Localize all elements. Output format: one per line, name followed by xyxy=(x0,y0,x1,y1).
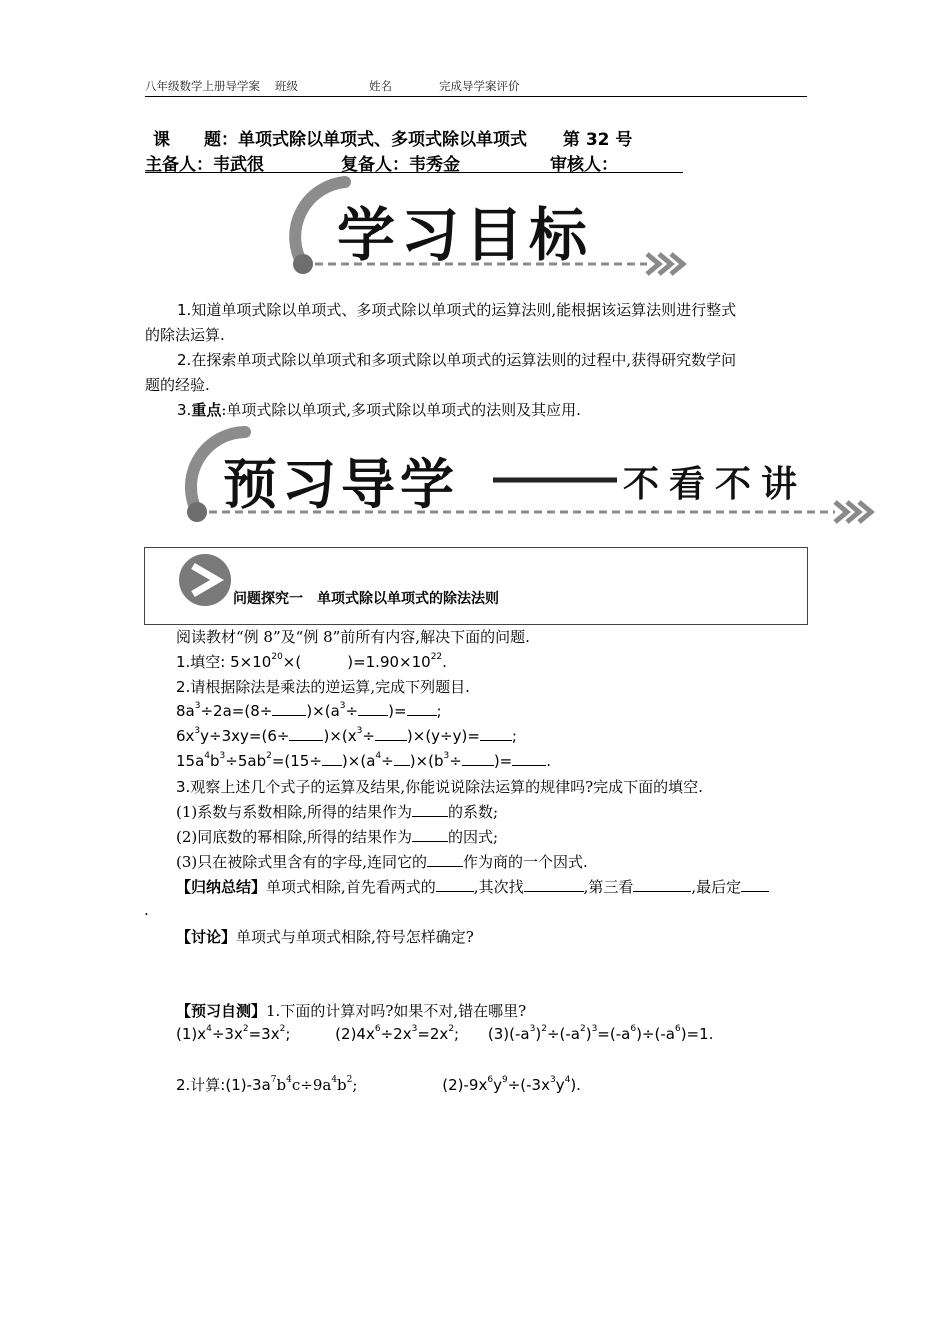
section-box xyxy=(144,547,808,625)
rule-2: (2)同底数的幂相除,所得的结果作为 的因式; xyxy=(176,828,499,846)
discussion: 【讨论】单项式与单项式相除,符号怎样确定? xyxy=(176,928,474,946)
goal-item: 3.重点:单项式除以单项式,多项式除以单项式的法则及其应用. xyxy=(177,401,581,419)
rule-1: (1)系数与系数相除,所得的结果作为 的系数; xyxy=(176,803,499,821)
reviewer-label: 审核人： xyxy=(550,155,618,175)
lesson-number: 第 32 号 xyxy=(562,130,633,150)
class-label: 班级 xyxy=(275,79,298,93)
banner-title: 预习导学 xyxy=(223,453,459,516)
goal-item: 1.知道单项式除以单项式、多项式除以单项式的运算法则,能根据该运算法则进行整式 xyxy=(177,301,737,319)
equation-3: $15a^4b^3\div 5ab^2=(15\div )\times(a^4\div )\times(b^3\div$ )= . xyxy=(176,751,552,770)
question-1: 1.填空: $5\times 10^{20}\times$( )$=1.90\times 10^{22}$. xyxy=(176,652,447,671)
co-preparer: 复备人：韦秀金 xyxy=(341,155,460,175)
name-label: 姓名 xyxy=(369,79,392,93)
question-3: 3.观察上述几个式子的运算及结果,你能说说除法运算的规律吗?完成下面的填空. xyxy=(176,778,703,796)
rule-3: (3)只在被除式里含有的字母,连同它的 作为商的一个因式. xyxy=(176,853,588,871)
course-label: 八年级数学上册导学案 xyxy=(145,79,260,93)
summary-dot: . xyxy=(144,901,149,919)
self-test-items: $(1)x^4\div 3x^2=3x^2$; $(2)4x^6\div 2x^3=2x^2$; $(3)(-a^3)^2\div(-a^2)^3=(-a^6)\div(-a^6)=1$. xyxy=(176,1024,714,1043)
question-2: 2.请根据除法是乘法的逆运算,完成下列题目. xyxy=(176,678,470,696)
summary: 【归纳总结】单项式相除,首先看两式的 ,其次找 ,第三看 ,最后定 xyxy=(176,876,769,897)
page-header xyxy=(145,76,807,97)
lesson-title-row xyxy=(153,125,632,150)
preparer: 主备人：韦武很 xyxy=(145,155,264,175)
goals-list xyxy=(145,298,810,423)
content-area xyxy=(144,622,816,1122)
self-test: 【预习自测】1.下面的计算对吗?如果不对,错在哪里? xyxy=(176,1002,527,1020)
intro-text: 阅读教材“例 8”及“例 8”前所有内容,解决下面的问题. xyxy=(176,628,530,646)
key-point-label: 重点 xyxy=(191,401,222,419)
topic: 单项式除以单项式、多项式除以单项式 xyxy=(238,130,527,150)
banner-title: 学习目标 xyxy=(337,201,594,269)
banner-subtitle: 不看不讲 xyxy=(623,464,808,505)
eval-label: 完成导学案评价 xyxy=(439,79,520,93)
equation-1: $8a^3\div 2a=(8\div )\times(a^3\div$ )= ; xyxy=(176,701,442,720)
topic-label: 课 题： xyxy=(153,130,238,150)
equation-2: $6x^3y\div 3xy=(6\div )\times(x^3\div )\times(y\div y)=$ ; xyxy=(176,726,517,745)
play-arrow-icon xyxy=(177,552,233,608)
goal-item-cont: 的除法运算. xyxy=(145,326,225,344)
banner-learning-goals xyxy=(275,170,705,285)
section-title: 问题探究一 单项式除以单项式的除法法则 xyxy=(233,591,499,607)
goal-item-cont: 题的经验. xyxy=(145,376,210,394)
calc-items: 2.计算$:(1)-3a^7b^4c\div 9a^4b^2$; $(2)-9x^6y^9\div(-3x^3y^4)$. xyxy=(176,1075,581,1094)
banner-preview xyxy=(175,420,880,532)
goal-item: 2.在探索单项式除以单项式和多项式除以单项式的运算法则的过程中,获得研究数学问 xyxy=(177,351,737,369)
